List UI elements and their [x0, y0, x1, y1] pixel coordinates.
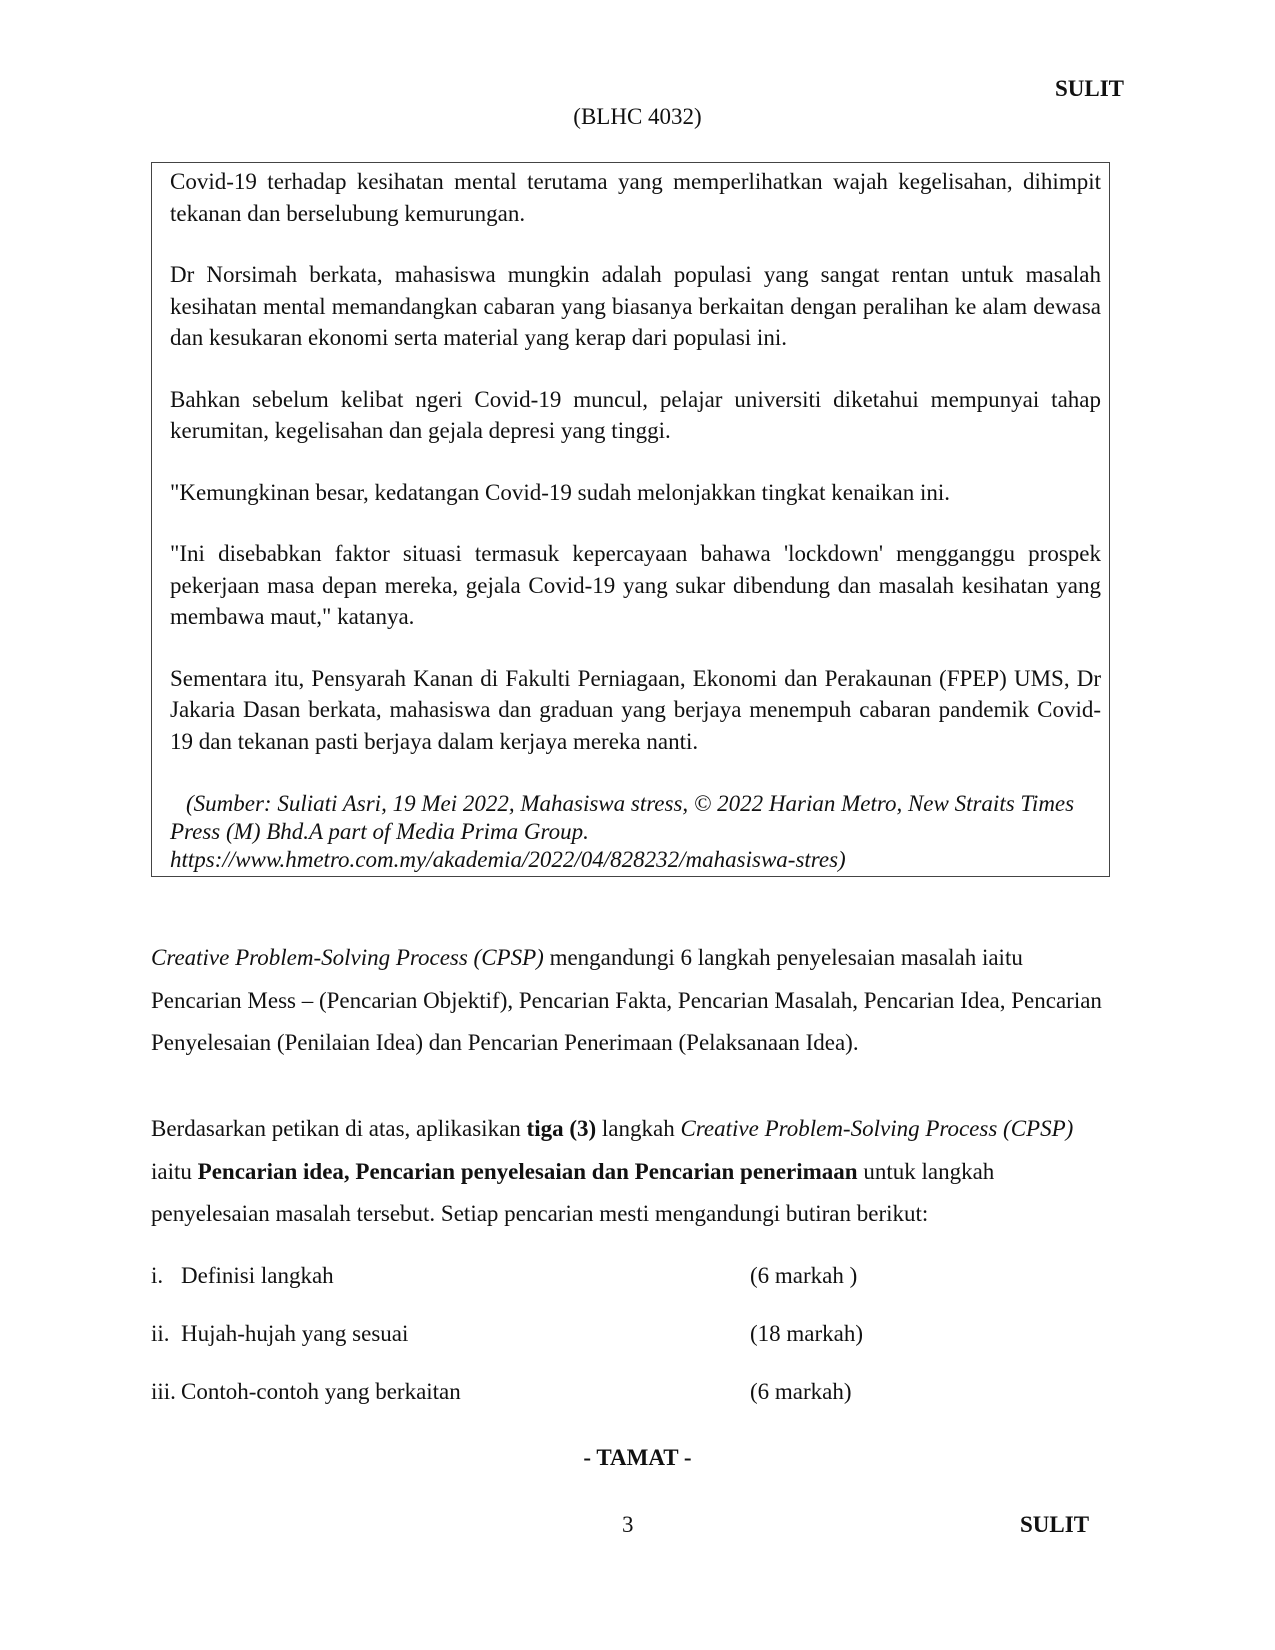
criteria-marks: (18 markah)	[750, 1321, 864, 1346]
criteria-item	[151, 1263, 1111, 1321]
intro-text: mengandungi 6 langkah penyelesaian masalah iaitu Pencarian Mess – (Pencarian Objektif), Pencarian Fakta, Pencarian Masalah, Pencarian Idea, Pencarian Penyelesaian (Penilaian Idea) dan Pencarian Penerimaan (Pelaksanaan Idea).	[151, 945, 1102, 1055]
question-instruction	[151, 1108, 1111, 1236]
criteria-number: i.	[151, 1263, 164, 1288]
criteria-item	[151, 1321, 1111, 1379]
criteria-text: Hujah-hujah yang sesuai	[181, 1321, 409, 1346]
criteria-text: Contoh-contoh yang berkaitan	[181, 1379, 461, 1404]
instruction-text: langkah	[596, 1116, 681, 1141]
excerpt-paragraph: "Ini disebabkan faktor situasi termasuk kepercayaan bahawa 'lockdown' mengganggu prospek pekerjaan masa depan mereka, gejala Covid-19 yang sukar dibendung dan masalah kesihatan yang membawa maut," katanya.	[170, 541, 1101, 629]
criteria-item	[151, 1379, 1111, 1437]
cpsp-term: Creative Problem-Solving Process (CPSP)	[151, 945, 544, 970]
intro-paragraph	[151, 937, 1111, 1065]
criteria-number: iii.	[151, 1379, 176, 1404]
source-text: (Sumber: Suliati Asri, 19 Mei 2022, Mahasiswa stress, © 2022 Harian Metro, New Straits Times Press (M) Bhd.A part of Media Prima Group.	[170, 791, 1075, 844]
source-link[interactable]: https://www.hmetro.com.my/akademia/2022/04/828232/mahasiswa-stres)	[170, 847, 846, 872]
cpsp-term: Creative Problem-Solving Process (CPSP)	[680, 1116, 1074, 1141]
criteria-marks: (6 markah )	[750, 1263, 858, 1288]
classification-footer: SULIT	[1020, 1512, 1090, 1537]
excerpt-content	[170, 166, 1101, 874]
criteria-marks: (6 markah)	[750, 1379, 852, 1404]
instruction-text: untuk langkah penyelesaian masalah tersebut. Setiap pencarian mesti mengandungi butiran berikut:	[151, 1158, 995, 1226]
instruction-text: Berdasarkan petikan di atas, aplikasikan	[151, 1116, 527, 1141]
criteria-text: Definisi langkah	[181, 1263, 334, 1288]
criteria-number: ii.	[151, 1321, 170, 1346]
instruction-text: iaitu	[151, 1158, 198, 1184]
classification-header: SULIT	[1054, 76, 1124, 101]
instruction-count: tiga (3)	[526, 1116, 597, 1141]
source-citation	[170, 790, 1101, 874]
excerpt-paragraph: Covid-19 terhadap kesihatan mental terutama yang memperlihatkan wajah kegelisahan, dihimpit tekanan dan berselubung kemurungan.	[170, 169, 1101, 226]
excerpt-paragraph: Sementara itu, Pensyarah Kanan di Fakulti Perniagaan, Ekonomi dan Perakaunan (FPEP) UMS, Dr Jakaria Dasan berkata, mahasiswa dan graduan yang berjaya menempuh cabaran pandemik Covid-19 dan tekanan pasti berjaya dalam kerjaya mereka nanti.	[170, 665, 1101, 754]
excerpt-paragraph: Dr Norsimah berkata, mahasiswa mungkin adalah populasi yang sangat rentan untuk masalah kesihatan mental memandangkan cabaran yang biasanya berkaitan dengan peralihan ke alam dewasa dan kesukaran ekonomi serta material yang kerap dari populasi ini.	[170, 262, 1101, 350]
instruction-steps: Pencarian idea, Pencarian penyelesaian dan Pencarian penerimaan	[197, 1158, 858, 1184]
excerpt-paragraph: "Kemungkinan besar, kedatangan Covid-19 sudah melonjakkan tingkat kenaikan ini.	[170, 479, 951, 505]
course-code: (BLHC 4032)	[573, 104, 702, 129]
end-mark: - TAMAT -	[583, 1445, 692, 1470]
excerpt-box	[151, 162, 1110, 877]
page-number: 3	[622, 1512, 634, 1537]
excerpt-paragraph: Bahkan sebelum kelibat ngeri Covid-19 muncul, pelajar universiti diketahui mempunyai tahap kerumitan, kegelisahan dan gejala depresi yang tinggi.	[170, 386, 1101, 443]
criteria-list	[151, 1263, 1111, 1437]
